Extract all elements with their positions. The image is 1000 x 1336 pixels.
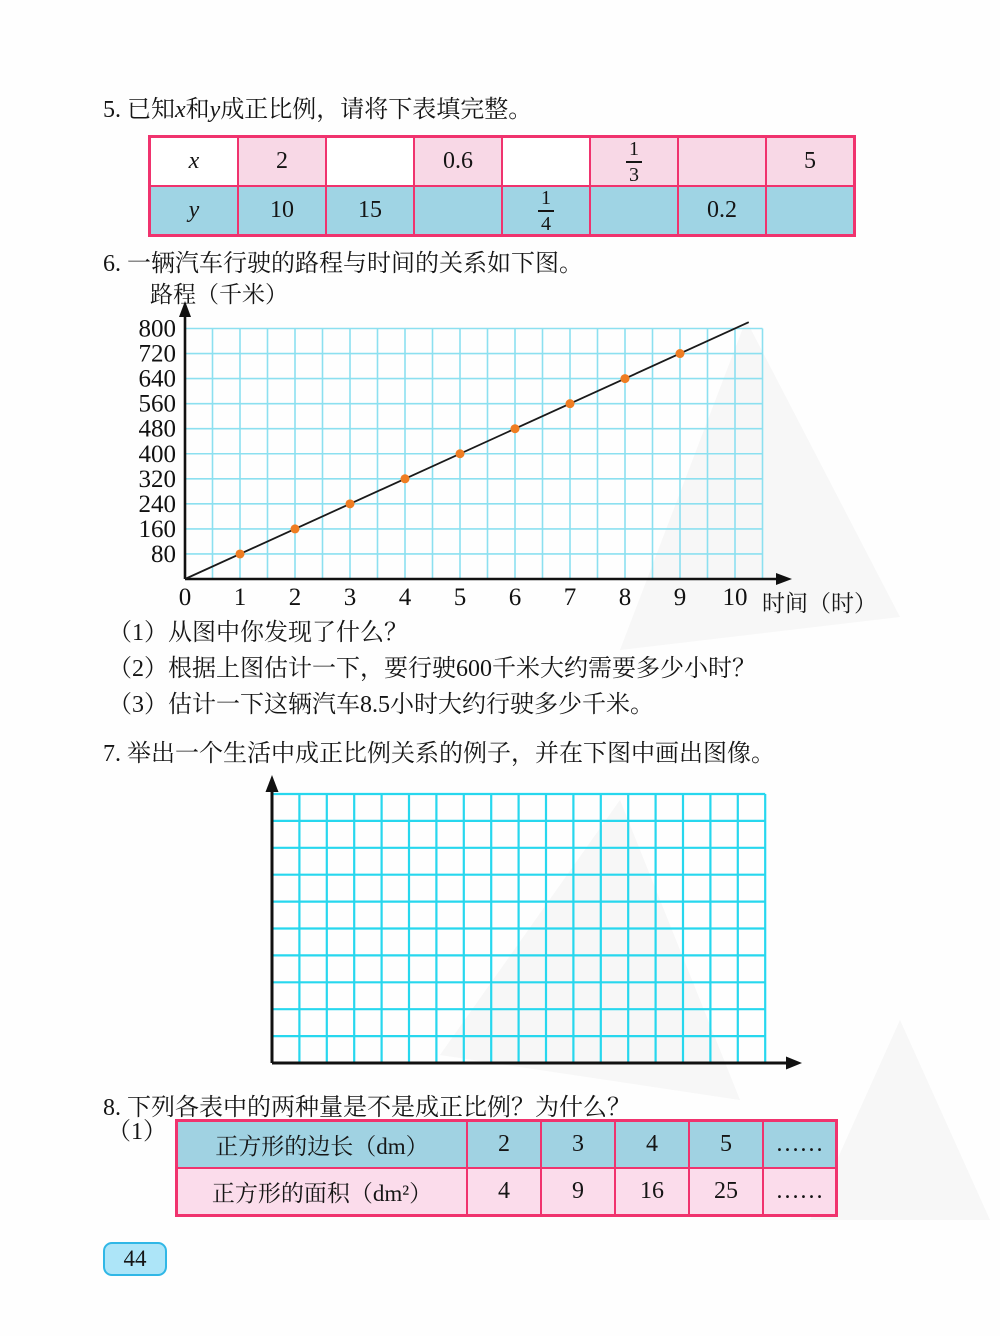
q7-blank-grid — [250, 762, 820, 1082]
table-cell: 10 — [238, 186, 326, 236]
y-tick-label: 480 — [138, 415, 176, 443]
y-tick-label: 160 — [138, 515, 176, 543]
x-tick-label: 8 — [618, 584, 632, 611]
fraction-value: $\frac{1}{3}$ — [626, 139, 642, 185]
data-point — [676, 349, 685, 358]
table-row — [177, 1121, 837, 1169]
x-axis-arrow — [776, 573, 792, 585]
table-cell — [766, 186, 855, 236]
q6-sub-question-2: （2）根据上图估计一下，要行驶600千米大约需要多少小时？ — [108, 656, 756, 682]
data-point — [621, 374, 630, 383]
q8-item-label: （1） — [107, 1119, 167, 1145]
x-axis-arrow — [786, 1057, 802, 1070]
data-point — [511, 424, 520, 433]
data-point — [566, 399, 575, 408]
table-cell: 4 — [467, 1168, 541, 1216]
table-cell: 正方形的面积（dm²） — [177, 1168, 468, 1216]
q8-heading: 8. 下列各表中的两种量是不是成正比例？为什么？ — [103, 1095, 631, 1121]
page-number-badge — [103, 1242, 167, 1276]
x-tick-label: 10 — [722, 584, 748, 611]
y-tick-label: 400 — [138, 440, 176, 468]
table-cell — [590, 137, 678, 187]
q5-heading-mid: 和 — [185, 97, 210, 123]
data-point — [291, 524, 300, 533]
x-tick-label: 7 — [563, 584, 577, 611]
table-cell: y — [150, 186, 239, 236]
data-point — [456, 449, 465, 458]
y-tick-label: 640 — [138, 365, 176, 393]
q6-sub-question-1: （1）从图中你发现了什么？ — [108, 620, 408, 646]
table-cell: 正方形的边长（dm） — [177, 1121, 468, 1169]
q7-heading: 7. 举出一个生活中成正比例关系的例子，并在下图中画出图像。 — [103, 741, 775, 767]
x-tick-label: 0 — [178, 584, 192, 611]
q5-heading-post: 成正比例，请将下表填完整。 — [220, 97, 533, 123]
table-cell: x — [150, 137, 239, 187]
data-point — [401, 474, 410, 483]
q5-heading-pre: 5. 已知 — [103, 97, 175, 123]
q5-proportion-table — [148, 135, 856, 237]
data-point — [236, 549, 245, 558]
q8-square-table — [175, 1119, 838, 1217]
table-cell — [326, 137, 414, 187]
table-cell: 9 — [541, 1168, 615, 1216]
table-cell: 0.2 — [678, 186, 766, 236]
table-cell: 0.6 — [414, 137, 502, 187]
x-tick-label: 3 — [343, 584, 357, 611]
data-point — [346, 499, 355, 508]
table-cell: 2 — [238, 137, 326, 187]
table-cell — [414, 186, 502, 236]
table-cell: 5 — [689, 1121, 763, 1169]
table-cell: 3 — [541, 1121, 615, 1169]
table-row — [150, 186, 855, 236]
table-cell: …… — [763, 1168, 837, 1216]
table-row — [150, 137, 855, 187]
q5-var-x: x — [175, 97, 186, 123]
table-cell: …… — [763, 1121, 837, 1169]
y-tick-label: 720 — [138, 340, 176, 368]
y-tick-label: 320 — [138, 465, 176, 493]
table-cell: 16 — [615, 1168, 689, 1216]
table-cell: 4 — [615, 1121, 689, 1169]
table-cell: 25 — [689, 1168, 763, 1216]
x-tick-label: 2 — [288, 584, 302, 611]
y-tick-label: 240 — [138, 490, 176, 518]
page-number: 44 — [123, 1246, 147, 1271]
table-cell — [502, 137, 590, 187]
x-tick-label: 9 — [673, 584, 687, 611]
q5-heading — [103, 95, 532, 125]
y-axis-arrow — [266, 775, 279, 792]
y-tick-label: 560 — [138, 390, 176, 418]
x-tick-label: 6 — [508, 584, 522, 611]
q6-sub-question-3: （3）估计一下这辆汽车8.5小时大约行驶多少千米。 — [108, 692, 654, 718]
table-cell — [678, 137, 766, 187]
q6-y-axis-title: 路程（千米） — [150, 282, 288, 307]
table-row — [177, 1168, 837, 1216]
table-cell: 2 — [467, 1121, 541, 1169]
data-line — [185, 322, 749, 579]
fraction-value: $\frac{1}{4}$ — [538, 188, 554, 234]
x-tick-label: 5 — [453, 584, 467, 611]
table-cell — [590, 186, 678, 236]
table-cell: 15 — [326, 186, 414, 236]
q6-line-chart — [138, 281, 938, 626]
x-tick-label: 1 — [233, 584, 247, 611]
q6-heading: 6. 一辆汽车行驶的路程与时间的关系如下图。 — [103, 251, 583, 277]
q6-x-axis-title: 时间（时） — [762, 591, 877, 616]
y-tick-label: 80 — [151, 540, 176, 568]
table-cell: 5 — [766, 137, 855, 187]
table-cell — [502, 186, 590, 236]
q5-var-y: y — [209, 97, 221, 123]
y-tick-label: 800 — [138, 315, 176, 343]
x-tick-label: 4 — [398, 584, 412, 611]
